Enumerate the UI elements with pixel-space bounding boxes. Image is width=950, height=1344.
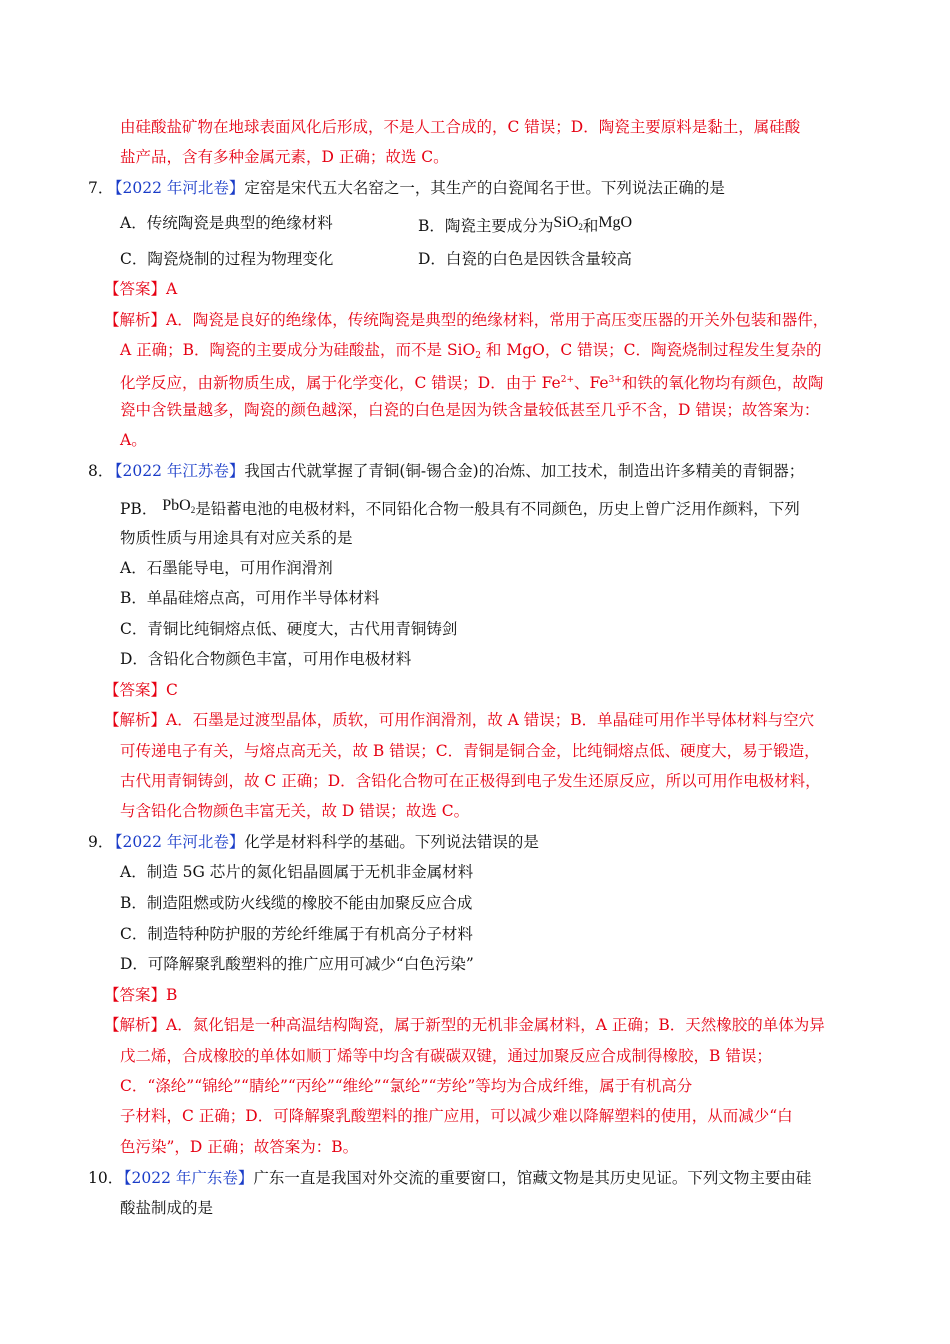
- question-number: 7．: [88, 179, 114, 197]
- option-c: C．青铜比纯铜熔点低、硬度大，古代用青铜铸剑: [120, 620, 458, 638]
- answer: 【答案】A: [104, 280, 178, 298]
- analysis-line: 瓷中含铁量越多，陶瓷的颜色越深，白瓷的白色是因为铁含量较低甚至几乎不含，D 错误；故答案为：: [120, 401, 820, 419]
- question-text: PB．: [120, 500, 158, 518]
- option-d: D．白瓷的白色是因铁含量较高: [418, 250, 632, 268]
- option-d: D．含铅化合物颜色丰富，可用作电极材料: [120, 650, 412, 668]
- option-c: C．陶瓷烧制的过程为物理变化: [120, 250, 334, 268]
- question-source: 【2022 年河北卷】: [107, 833, 245, 851]
- question-text-line: 物质性质与用途具有对应关系的是: [120, 529, 353, 547]
- option-a: A．传统陶瓷是典型的绝缘材料: [120, 214, 333, 232]
- analysis-line: 可传递电子有关，与熔点高无关，故 B 错误；C．青铜是铜合金，比纯铜熔点低、硬度大，易于锻造，: [120, 742, 820, 760]
- analysis-line: C．“涤纶”“锦纶”“腈纶”“丙纶”“维纶”“氯纶”“芳纶”等均为合成纤维，属于有机高分: [120, 1077, 693, 1095]
- formula-mgo: MgO: [598, 214, 633, 231]
- option-b-and: 和: [582, 217, 599, 235]
- question-source: 【2022 年江苏卷】: [107, 462, 245, 480]
- superscript: 3+: [608, 375, 622, 385]
- question-text: 广东一直是我国对外交流的重要窗口，馆藏文物是其历史见证。下列文物主要由硅: [253, 1169, 812, 1187]
- superscript: 2+: [560, 375, 575, 385]
- analysis-text: 和铁的氧化物均有颜色，故陶: [621, 374, 824, 392]
- analysis-line: [120, 339, 821, 367]
- formula-sio2: SiO$_2$: [553, 214, 583, 232]
- question-number: 8．: [88, 462, 114, 480]
- question-text: 定窑是宋代五大名窑之一，其生产的白瓷闻名于世。下列说法正确的是: [244, 179, 725, 197]
- formula-pbo2: PbO$_2$: [162, 497, 196, 515]
- answer: 【答案】C: [104, 681, 178, 699]
- question-number: 10．: [88, 1169, 124, 1187]
- analysis-label: 【解析】: [104, 711, 167, 729]
- answer: 【答案】B: [104, 986, 178, 1004]
- question-source: 【2022 年河北卷】: [107, 179, 245, 197]
- analysis-line: [120, 369, 823, 394]
- option-a: A．石墨能导电，可用作润滑剂: [120, 559, 333, 577]
- question-text-line: 酸盐制成的是: [120, 1199, 214, 1217]
- option-b: B．制造阻燃或防火线缆的橡胶不能由加聚反应合成: [120, 894, 473, 912]
- question-7-stem: [107, 177, 725, 199]
- analysis-line: 戊二烯，合成橡胶的单体如顺丁烯等中均含有碳碳双键，通过加聚反应合成制得橡胶，B 错误；: [120, 1047, 772, 1065]
- prev-explanation-line: 由硅酸盐矿物在地球表面风化后形成，不是人工合成的，C 错误；D．陶瓷主要原料是黏土，属硅酸: [120, 118, 801, 136]
- analysis-line: 子材料，C 正确；D．可降解聚乳酸塑料的推广应用，可以减少难以降解塑料的使用，从而减少“白: [120, 1107, 793, 1125]
- option-d: D．可降解聚乳酸塑料的推广应用可减少“白色污染”: [120, 955, 474, 973]
- analysis-text: A．陶瓷是良好的绝缘体，传统陶瓷是典型的绝缘材料，常用于高压变压器的开关外包装和器件，: [166, 311, 829, 329]
- analysis-line: A。: [120, 431, 147, 449]
- option-b: B．单晶硅熔点高，可用作半导体材料: [120, 589, 380, 607]
- option-b-text: B．陶瓷主要成分为: [418, 217, 554, 235]
- question-text: 我国古代就掌握了青铜(铜-锡合金)的冶炼、加工技术，制造出许多精美的青铜器；: [244, 462, 805, 480]
- option-b: [418, 212, 632, 238]
- analysis-line: 色污染”，D 正确；故答案为：B。: [120, 1138, 359, 1156]
- question-source: 【2022 年广东卷】: [116, 1169, 254, 1187]
- analysis-text: A 正确；B．陶瓷的主要成分为硅酸盐，而不是 SiO: [120, 341, 476, 359]
- analysis-label: 【解析】: [104, 311, 167, 329]
- question-number: 9．: [88, 833, 114, 851]
- analysis-line: 与含铅化合物颜色丰富无关，故 D 错误；故选 C。: [120, 802, 470, 820]
- analysis-text: A．氮化铝是一种高温结构陶瓷，属于新型的无机非金属材料，A 正确；B．天然橡胶的单体为异: [166, 1016, 825, 1034]
- analysis-line: [104, 709, 814, 731]
- prev-explanation-line: 盐产品，含有多种金属元素，D 正确；故选 C。: [120, 148, 449, 166]
- analysis-line: [104, 1014, 825, 1036]
- question-text: 是铅蓄电池的电极材料，不同铅化合物一般具有不同颜色，历史上曾广泛用作颜料，下列: [195, 500, 800, 518]
- analysis-text: A．石墨是过渡型晶体，质软，可用作润滑剂，故 A 错误；B．单晶硅可用作半导体材料与空穴: [166, 711, 815, 729]
- analysis-text: 化学反应，由新物质生成，属于化学变化，C 错误；D．由于 Fe: [120, 374, 561, 392]
- question-8-stem: [107, 460, 804, 482]
- option-c: C．制造特种防护服的芳纶纤维属于有机高分子材料: [120, 925, 473, 943]
- analysis-line: [104, 309, 828, 331]
- analysis-text: 、Fe: [574, 374, 609, 392]
- question-10-stem: [116, 1167, 811, 1189]
- question-text-line: [120, 495, 800, 521]
- analysis-text: 和 MgO，C 错误；C．陶瓷烧制过程发生复杂的: [480, 341, 822, 359]
- question-text: 化学是材料科学的基础。下列说法错误的是: [244, 833, 539, 851]
- option-a: A．制造 5G 芯片的氮化铝晶圆属于无机非金属材料: [120, 863, 474, 881]
- analysis-label: 【解析】: [104, 1016, 167, 1034]
- analysis-line: 古代用青铜铸剑，故 C 正确；D．含铅化合物可在正极得到电子发生还原反应，所以可用作电极材料，: [120, 772, 821, 790]
- question-9-stem: [107, 831, 539, 853]
- subscript: 2: [475, 351, 481, 361]
